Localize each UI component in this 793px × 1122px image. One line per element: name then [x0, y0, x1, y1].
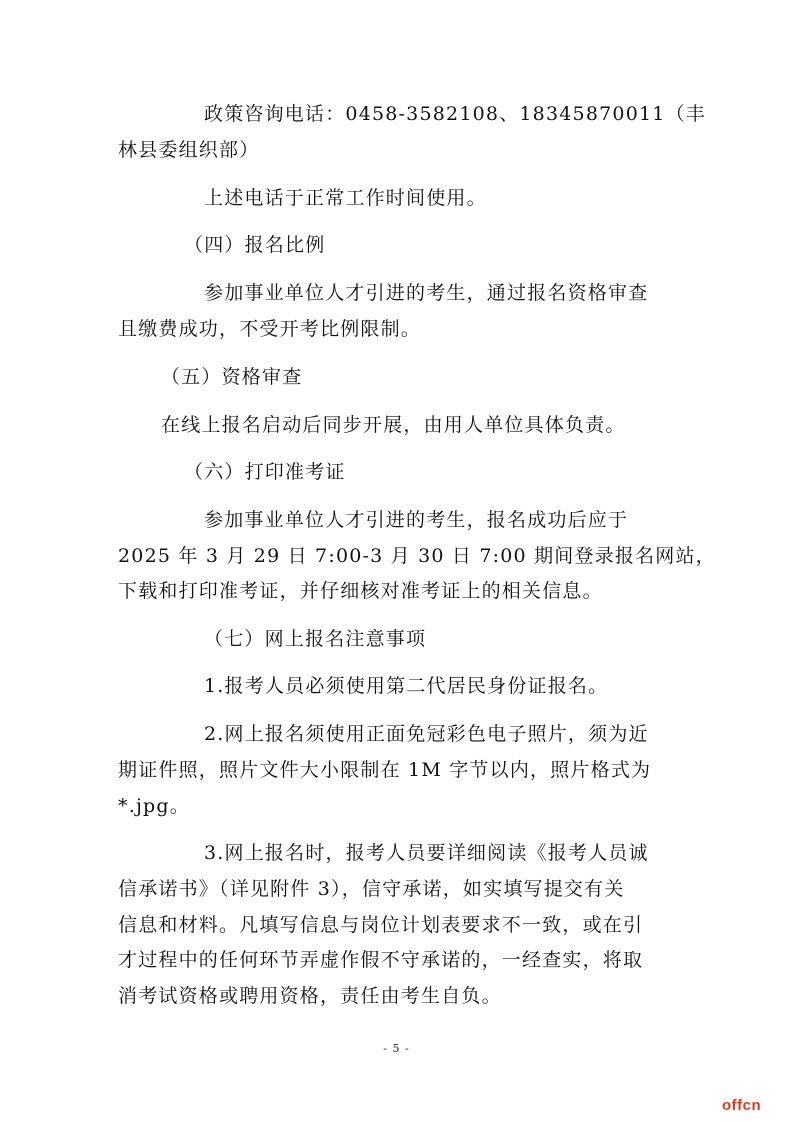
text-line: 下载和打印准考证，并仔细核对准考证上的相关信息。 — [118, 580, 603, 602]
section-heading: （五）资格审查 — [161, 366, 303, 388]
page-number: - 5 - — [383, 1042, 410, 1055]
text-line: 信承诺书》（详见附件 3），信守承诺，如实填写提交有关 — [118, 878, 625, 900]
text-line: 3.网上报名时，报考人员要详细阅读《报考人员诚 — [204, 842, 649, 864]
text-line: 期证件照，照片文件大小限制在 1M 字节以内，照片格式为 — [118, 759, 652, 781]
section-heading: （七）网上报名注意事项 — [204, 628, 427, 650]
offcn-logo: offcn — [722, 1097, 762, 1114]
text-line: 参加事业单位人才引进的考生，报名成功后应于 — [204, 509, 629, 531]
section-heading: （六）打印准考证 — [184, 461, 346, 483]
text-line: 政策咨询电话：0458-3582108、18345870011（丰 — [204, 103, 706, 125]
text-line: 上述电话于正常工作时间使用。 — [204, 187, 487, 209]
text-line: 参加事业单位人才引进的考生，通过报名资格审查 — [204, 282, 649, 304]
text-line: 2.网上报名须使用正面免冠彩色电子照片，须为近 — [204, 723, 649, 745]
text-line: 消考试资格或聘用资格，责任由考生自负。 — [118, 985, 502, 1007]
text-line: 信息和材料。凡填写信息与岗位计划表要求不一致，或在引 — [118, 914, 644, 936]
section-heading: （四）报名比例 — [184, 234, 326, 256]
text-line: 林县委组织部） — [118, 139, 260, 161]
text-line: *.jpg。 — [118, 795, 190, 817]
text-line: 且缴费成功，不受开考比例限制。 — [118, 318, 422, 340]
text-line: 1.报考人员必须使用第二代居民身份证报名。 — [204, 675, 609, 697]
text-line: 在线上报名启动后同步开展，由用人单位具体负责。 — [161, 414, 626, 436]
text-line: 才过程中的任何环节弄虚作假不守承诺的，一经查实，将取 — [118, 949, 644, 971]
text-line: 2025 年 3 月 29 日 7:00-3 月 30 日 7:00 期间登录报名网站， — [118, 545, 716, 567]
